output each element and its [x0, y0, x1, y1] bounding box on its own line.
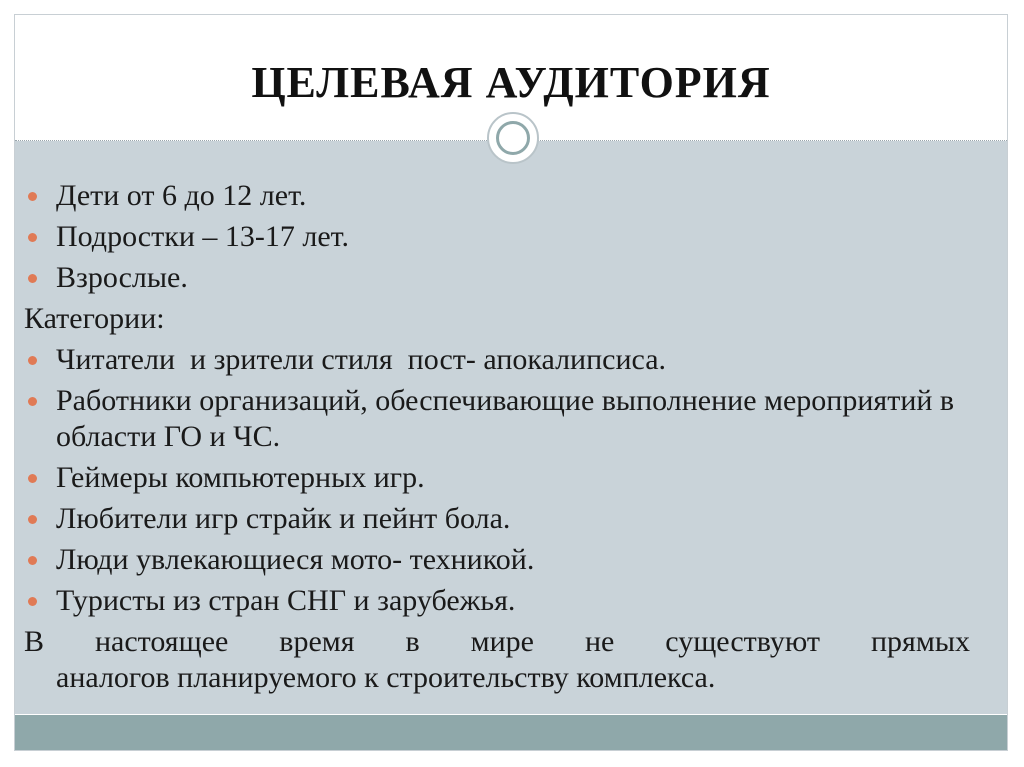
categories-heading: Категории:: [24, 302, 165, 335]
list-item-text: Работники организаций, обеспечивающие выполнение мероприятий в области ГО и ЧС.: [56, 384, 955, 453]
bullet-dot-icon: [28, 192, 37, 201]
bullet-dot-icon: [28, 556, 37, 565]
list-item: [24, 583, 970, 619]
list-item-text: Взрослые.: [56, 261, 188, 294]
slide-body: [24, 178, 970, 696]
bullet-dot-icon: [28, 274, 37, 283]
list-item-text: Геймеры компьютерных игр.: [56, 461, 425, 494]
conclusion-line-1: В настоящее время в мире не существуют прямых: [24, 625, 970, 658]
footer-band: [15, 715, 1007, 751]
circle-ornament-inner: [496, 121, 530, 155]
bullet-dot-icon: [28, 597, 37, 606]
slide-title: ЦЕЛЕВАЯ АУДИТОРИЯ: [251, 58, 771, 107]
bullet-dot-icon: [28, 474, 37, 483]
conclusion-line-2: аналогов планируемого к строительству комплекса.: [56, 661, 716, 694]
bullet-dot-icon: [28, 356, 37, 365]
bullet-dot-icon: [28, 233, 37, 242]
list-item: [24, 342, 970, 378]
list-item: [24, 260, 970, 296]
list-item-text: Люди увлекающиеся мото- техникой.: [56, 543, 535, 576]
list-item: [24, 501, 970, 537]
list-item-text: Туристы из стран СНГ и зарубежья.: [56, 584, 516, 617]
circle-ornament-icon: [487, 112, 539, 164]
list-item: [24, 219, 970, 255]
list-item-text: Любители игр страйк и пейнт бола.: [56, 502, 511, 535]
list-item: [24, 383, 970, 455]
list-item-text: Читатели и зрители стиля пост- апокалипсиса.: [56, 343, 667, 376]
list-item-text: Подростки – 13-17 лет.: [56, 220, 349, 253]
bullet-dot-icon: [28, 397, 37, 406]
conclusion-paragraph: [24, 624, 970, 696]
list-item-text: Дети от 6 до 12 лет.: [56, 179, 307, 212]
bullet-dot-icon: [28, 515, 37, 524]
list-item: [24, 178, 970, 214]
list-item: [24, 460, 970, 496]
list-item: [24, 542, 970, 578]
